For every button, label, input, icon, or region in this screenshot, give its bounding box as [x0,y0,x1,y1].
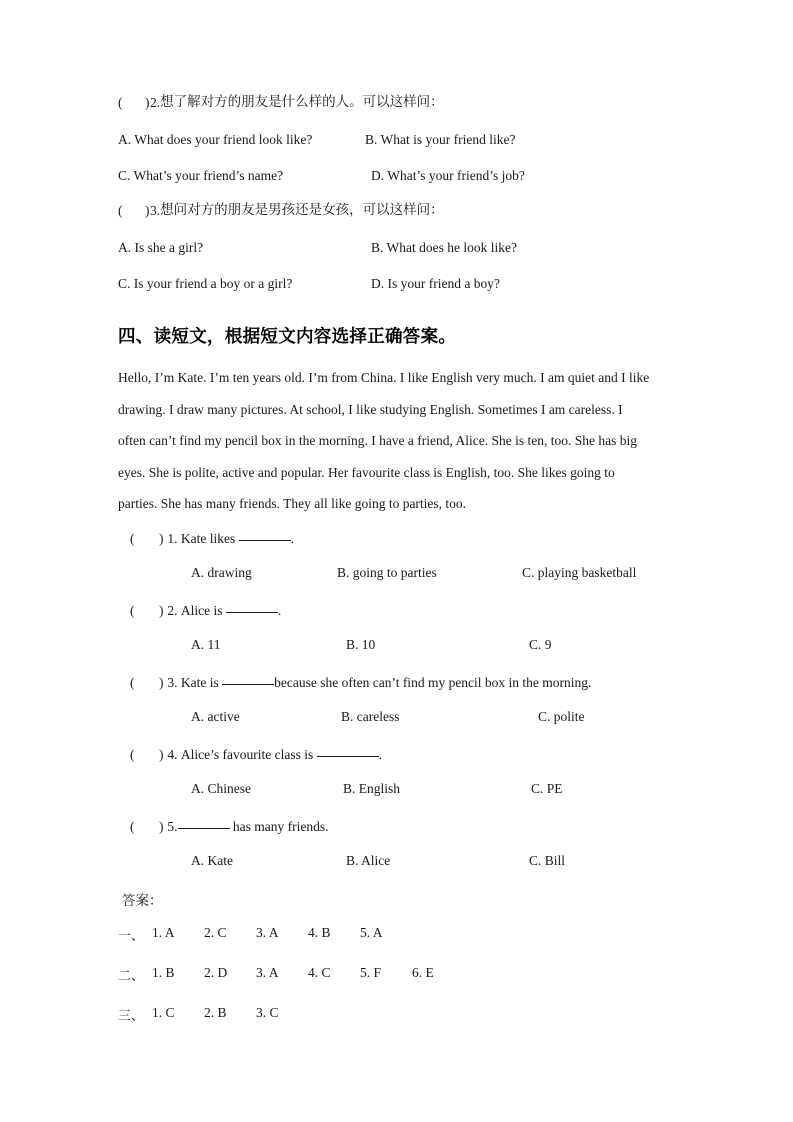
answer-key-row [118,925,688,965]
question-text: Alice’s favourite class is [180,746,314,762]
option-row [118,709,688,745]
option-a[interactable]: A. 11 [191,636,221,652]
question-number: 5. [167,818,178,834]
option-c[interactable]: C. Bill [529,852,566,868]
question-number: 2. [167,602,178,618]
answer-key-item: 5. A [360,924,383,940]
option-a[interactable]: A. active [191,708,240,724]
answer-key-item: 3. C [256,1004,279,1020]
answer-key-item: 5. F [360,964,382,980]
document-body [118,96,688,1045]
answer-blank[interactable] [317,745,379,757]
answer-bracket[interactable]: ( ) [130,674,164,690]
answer-key-item: 4. C [308,964,331,980]
option-row [118,240,688,276]
answer-key-title: 答案： [122,892,163,909]
option-a[interactable]: A. What does your friend look like? [118,132,313,147]
answer-blank[interactable] [239,529,291,541]
question-text-after: . [290,530,294,546]
option-a[interactable]: A. Is she a girl? [118,240,204,255]
passage-line: Hello, I’m Kate. I’m ten years old. I’m from China. I like English very much. I am quiet and I like [118,370,650,385]
answer-key-item: 2. C [204,924,227,940]
question-number: 3. [150,203,161,218]
option-c[interactable]: C. PE [531,780,563,796]
question-prompt: 想问对方的朋友是男孩还是女孩，可以这样问： [160,202,444,218]
option-c[interactable]: C. What’s your friend’s name? [118,168,284,183]
question-row [118,96,688,132]
option-b[interactable]: B. going to parties [337,564,437,580]
question-row [118,204,688,240]
answer-key-item: 1. A [152,924,175,940]
answer-key-item: 3. A [256,924,279,940]
answer-bracket[interactable]: ( ) [118,203,150,218]
question-text: Alice is [180,602,223,618]
answer-key-item: 1. B [152,964,175,980]
answer-key-item: 4. B [308,924,331,940]
option-row [118,637,688,673]
answer-blank[interactable] [222,673,274,685]
answer-bracket[interactable]: ( ) [130,530,164,546]
option-row [118,565,688,601]
passage-line: drawing. I draw many pictures. At school, I like studying English. Sometimes I am careless. I [118,401,623,417]
option-row [118,276,688,312]
option-b[interactable]: B. careless [341,708,400,724]
answer-key-item: 1. C [152,1004,175,1020]
answer-bracket[interactable]: ( ) [130,602,164,618]
option-b[interactable]: B. 10 [346,636,376,652]
option-c[interactable]: C. playing basketball [522,564,637,580]
option-row [118,781,688,817]
passage-line: parties. She has many friends. They all like going to parties, too. [118,496,467,511]
question-row [118,529,688,565]
option-c[interactable]: C. 9 [529,636,552,652]
passage-line: eyes. She is polite, active and popular. Her favourite class is English, too. She likes going to [118,464,615,480]
passage-line: often can’t find my pencil box in the morning. I have a friend, Alice. She is ten, too. She has big [118,433,638,448]
option-c[interactable]: C. Is your friend a boy or a girl? [118,276,293,291]
answer-key-label: 二、 [118,968,145,984]
question-number: 4. [167,746,178,762]
question-row [118,601,688,637]
option-b[interactable]: B. What does he look like? [371,240,517,255]
section-heading: 四、读短文，根据短文内容选择正确答案。 [118,327,457,347]
option-b[interactable]: B. Alice [346,852,391,868]
answer-key-row [118,1005,688,1045]
question-text-after: because she often can’t find my pencil box in the morning. [274,674,592,690]
answer-key-item: 3. A [256,964,279,980]
option-a[interactable]: A. Chinese [191,780,251,796]
answer-key-label: 三、 [118,1008,145,1024]
answer-bracket[interactable]: ( ) [130,818,164,834]
reading-passage [118,362,684,520]
answer-bracket[interactable]: ( ) [130,746,164,762]
question-row [118,745,688,781]
question-row [118,673,688,709]
question-number: 2. [150,95,161,110]
answer-key-row [118,965,688,1005]
question-number: 1. [167,530,178,546]
question-text-after: . [378,746,382,762]
answer-key-item: 2. B [204,1004,227,1020]
option-a[interactable]: A. drawing [191,564,252,580]
answer-blank[interactable] [226,601,278,613]
question-row [118,817,688,853]
option-a[interactable]: A. Kate [191,852,233,868]
question-number: 3. [167,674,178,690]
option-row [118,168,688,204]
answer-key-item: 6. E [412,964,434,980]
answer-bracket[interactable]: ( ) [118,95,150,110]
option-b[interactable]: B. English [343,780,401,796]
option-c[interactable]: C. polite [538,708,585,724]
question-text-after: has many friends. [232,818,329,834]
option-row [118,853,688,889]
answer-key-item: 2. D [204,964,228,980]
option-d[interactable]: D. Is your friend a boy? [371,276,500,291]
question-text: Kate is [180,674,219,690]
question-text-after: . [277,602,282,618]
option-b[interactable]: B. What is your friend like? [365,132,516,147]
answer-key-label: 一、 [118,928,145,944]
question-text: Kate likes [180,530,236,546]
option-row [118,132,688,168]
question-prompt: 想了解对方的朋友是什么样的人。可以这样问： [160,94,444,110]
option-d[interactable]: D. What’s your friend’s job? [371,168,525,183]
answer-blank[interactable] [178,817,230,829]
